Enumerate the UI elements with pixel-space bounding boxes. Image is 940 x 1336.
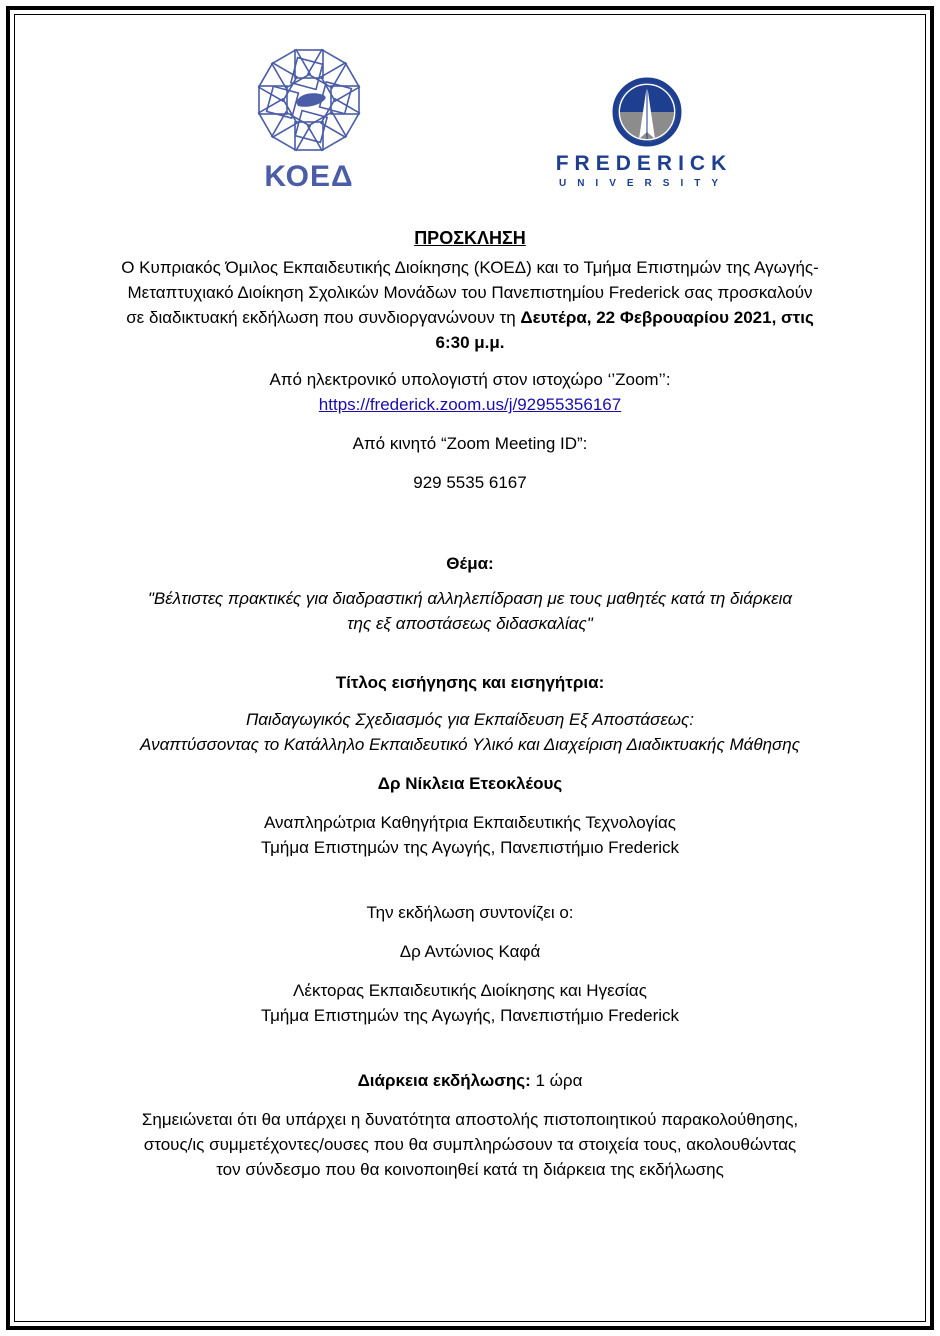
- coordinator-name: Δρ Αντώνιος Καφά: [399, 942, 541, 961]
- frederick-emblem-icon: [544, 76, 744, 150]
- talk-title-line: Παιδαγωγικός Σχεδιασμός για Εκπαίδευση Εξ Αποστάσεως:: [245, 710, 695, 729]
- coordinator-affiliation: Τμήμα Επιστημών της Αγωγής, Πανεπιστήμιο Frederick: [260, 1006, 680, 1025]
- event-time: 6:30 μ.μ.: [435, 333, 505, 352]
- speaker-name: Δρ Νίκλεια Ετεοκλέους: [377, 774, 563, 793]
- intro-line: Μεταπτυχιακό Διοίκηση Σχολικών Μονάδων του Πανεπιστημίου Frederick σας προσκαλούν: [127, 283, 813, 302]
- topic-line: της εξ αποστάσεως διδασκαλίας": [347, 614, 593, 633]
- certificate-note-line: Σημειώνεται ότι θα υπάρχει η δυνατότητα αποστολής πιστοποιητικού παρακολούθησης,: [141, 1110, 799, 1129]
- koed-emblem-icon: [248, 42, 370, 158]
- topic-label: Θέμα:: [446, 554, 494, 573]
- intro-line: [70, 305, 870, 330]
- duration-value: 1 ώρα: [530, 1071, 583, 1090]
- frederick-logo-subtitle: UNIVERSITY: [558, 178, 729, 189]
- frederick-logo: [544, 76, 744, 196]
- topic-line: "Βέλτιστες πρακτικές για διαδραστική αλληλεπίδραση με τους μαθητές κατά τη διάρκεια: [147, 589, 793, 608]
- intro-line: Ο Κυπριακός Όμιλος Εκπαιδευτικής Διοίκησης (ΚΟΕΔ) και το Τμήμα Επιστημών της Αγωγής-: [121, 258, 819, 277]
- talk-label: Τίτλος εισήγησης και εισηγήτρια:: [335, 673, 605, 692]
- pc-access-label: Από ηλεκτρονικό υπολογιστή στον ιστοχώρο ‘’Zoom’’:: [269, 370, 671, 389]
- zoom-link[interactable]: https://frederick.zoom.us/j/92955356167: [318, 395, 622, 414]
- coordinator-role: Λέκτορας Εκπαιδευτικής Διοίκησης και Ηγεσίας: [293, 981, 647, 1000]
- intro-line-text: σε διαδικτυακή εκδήλωση που συνδιοργανώνουν τη: [126, 308, 521, 327]
- certificate-note-line: στους/ις συμμετέχοντες/ουσες που θα συμπληρώσουν τα στοιχεία τους, ακολουθώντας: [143, 1135, 797, 1154]
- zoom-meeting-id: 929 5535 6167: [413, 473, 527, 492]
- invitation-title: ΠΡΟΣΚΛΗΣΗ: [414, 228, 526, 248]
- koed-logo-text: ΚΟΕΔ: [264, 160, 354, 193]
- certificate-note-line: τον σύνδεσμο που θα κοινοποιηθεί κατά τη διάρκεια της εκδήλωσης: [216, 1160, 724, 1179]
- duration-label: Διάρκεια εκδήλωσης:: [357, 1071, 531, 1090]
- koed-logo: [248, 42, 378, 200]
- frederick-logo-name: FREDERICK: [555, 152, 733, 175]
- coordinator-label: Την εκδήλωση συντονίζει ο:: [366, 903, 574, 922]
- speaker-role: Αναπληρώτρια Καθηγήτρια Εκπαιδευτικής Τεχνολογίας: [264, 813, 676, 832]
- talk-title-line: Αναπτύσσοντας το Κατάλληλο Εκπαιδευτικό Υλικό και Διαχείριση Διαδικτυακής Μάθησης: [140, 735, 800, 754]
- mobile-access-label: Από κινητό “Zoom Meeting ID”:: [352, 434, 588, 453]
- duration: [70, 1068, 870, 1093]
- speaker-affiliation: Τμήμα Επιστημών της Αγωγής, Πανεπιστήμιο Frederick: [260, 838, 680, 857]
- invitation-body: [70, 226, 870, 1182]
- event-date: Δευτέρα, 22 Φεβρουαρίου 2021, στις: [520, 308, 814, 327]
